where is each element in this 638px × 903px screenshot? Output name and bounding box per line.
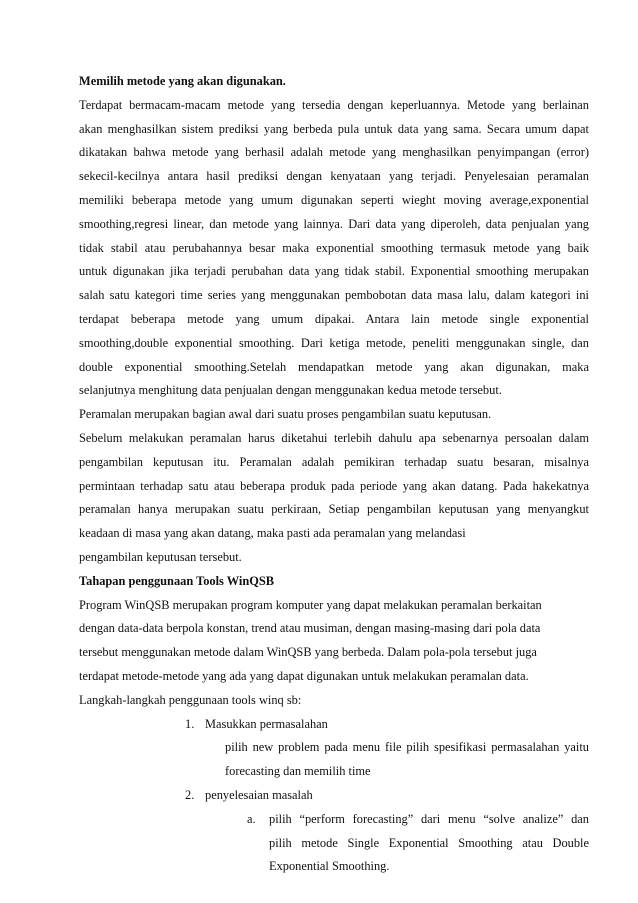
paragraph-line: memiliki beberapa metode yang umum digunakan seperti wieght moving average,exponential bbox=[79, 192, 589, 207]
paragraph-peramalan: Peramalan merupakan bagian awal dari suatu proses pengambilan suatu keputusan. bbox=[79, 407, 492, 422]
sub-list-item bbox=[247, 808, 589, 832]
paragraph-line: terdapat metode-metode yang ada yang dapat digunakan untuk melakukan peramalan data. bbox=[79, 668, 529, 683]
paragraph-line: peramalan hanya merupakan suatu perkiraan, Setiap pengambilan keputusan yang menyangkut bbox=[79, 502, 589, 517]
paragraph-keputusan bbox=[79, 427, 589, 570]
paragraph-line: permintaan terhadap satu atau beberapa produk pada periode yang akan datang. Pada hakekatnya bbox=[79, 478, 589, 493]
list-item-detail: forecasting dan memilih time bbox=[225, 764, 371, 779]
paragraph-line: salah satu kategori time series yang menggunakan pembobotan data masa lalu, dalam kategori ini bbox=[79, 288, 589, 303]
paragraph-line: pengambilan keputusan itu. Peramalan adalah pemikiran terhadap suatu besaran, misalnya bbox=[79, 454, 589, 469]
paragraph-line: Sebelum melakukan peramalan harus diketahui terlebih dahulu apa sebenarnya persoalan dalam bbox=[79, 430, 589, 445]
paragraph-line: untuk digunakan jika terjadi perubahan data yang tidak stabil. Exponential smoothing merupakan bbox=[79, 264, 589, 279]
section-heading-winqsb: Tahapan penggunaan Tools WinQSB bbox=[79, 573, 275, 588]
sub-list-item-text: pilih “perform forecasting” dari menu “solve analize” dan bbox=[269, 811, 589, 826]
paragraph-line: smoothing,double exponential smoothing. Dari ketiga metode, peneliti menggunakan single, dan bbox=[79, 335, 589, 350]
list-item-detail: pilih new problem pada menu file pilih spesifikasi permasalahan yaitu bbox=[225, 740, 589, 755]
list-item-title: Masukkan permasalahan bbox=[205, 716, 328, 731]
paragraph-line: tersebut menggunakan metode dalam WinQSB yang berbeda. Dalam pola-pola tersebut juga bbox=[79, 645, 537, 660]
list-item bbox=[185, 784, 589, 808]
sub-list-item-detail: Exponential Smoothing. bbox=[269, 859, 390, 874]
paragraph-line: keadaan di masa yang akan datang, maka pasti ada peramalan yang melandasi bbox=[79, 526, 466, 541]
paragraph-line: smoothing,regresi linear, dan metode yang lainnya. Dari data yang diperoleh, data penjualan yang bbox=[79, 216, 589, 231]
paragraph-line: Program WinQSB merupakan program komputer yang dapat melakukan peramalan berkaitan bbox=[79, 597, 542, 612]
paragraph-line: pengambilan keputusan tersebut. bbox=[79, 549, 242, 564]
section-heading-metode: Memilih metode yang akan digunakan. bbox=[79, 74, 286, 88]
paragraph-line: Terdapat bermacam-macam metode yang tersedia dengan keperluannya. Metode yang berlainan bbox=[79, 97, 589, 112]
sub-list-item-letter: a. bbox=[247, 811, 256, 826]
list-item bbox=[185, 713, 589, 737]
steps-list bbox=[79, 713, 589, 880]
document-page bbox=[79, 70, 589, 879]
paragraph-line: dengan data-data berpola konstan, trend atau musiman, dengan masing-masing dari pola data bbox=[79, 621, 541, 636]
paragraph-line: dikatakan bahwa metode yang berhasil adalah metode yang menghasilkan penyimpangan (error) bbox=[79, 145, 589, 160]
list-item-title: penyelesaian masalah bbox=[205, 787, 313, 802]
paragraph-winqsb bbox=[79, 594, 589, 689]
steps-intro: Langkah-langkah penggunaan tools winq sb: bbox=[79, 692, 302, 707]
paragraph-line: tidak stabil atau perubahannya besar maka exponential smoothing termasuk metode yang baik bbox=[79, 240, 589, 255]
paragraph-line: akan menghasilkan sistem prediksi yang berbeda pula untuk data yang sama. Secara umum dapat bbox=[79, 121, 589, 136]
paragraph-metode bbox=[79, 94, 589, 403]
paragraph-line: double exponential smoothing.Setelah mendapatkan metode yang akan digunakan, maka bbox=[79, 359, 589, 374]
list-item-number: 1. bbox=[185, 716, 195, 731]
list-item-number: 2. bbox=[185, 787, 195, 802]
paragraph-line: sekecil-kecilnya antara hasil prediksi dengan kenyataan yang terjadi. Penyelesaian peramalan bbox=[79, 169, 589, 184]
sub-list-item-detail: pilih metode Single Exponential Smoothing atau Double bbox=[269, 835, 589, 850]
paragraph-line: selanjutnya menghitung data penjualan dengan menggunakan kedua metode tersebut. bbox=[79, 383, 502, 398]
paragraph-line: terdapat beberapa metode yang umum dipakai. Antara lain metode single exponential bbox=[79, 311, 589, 326]
